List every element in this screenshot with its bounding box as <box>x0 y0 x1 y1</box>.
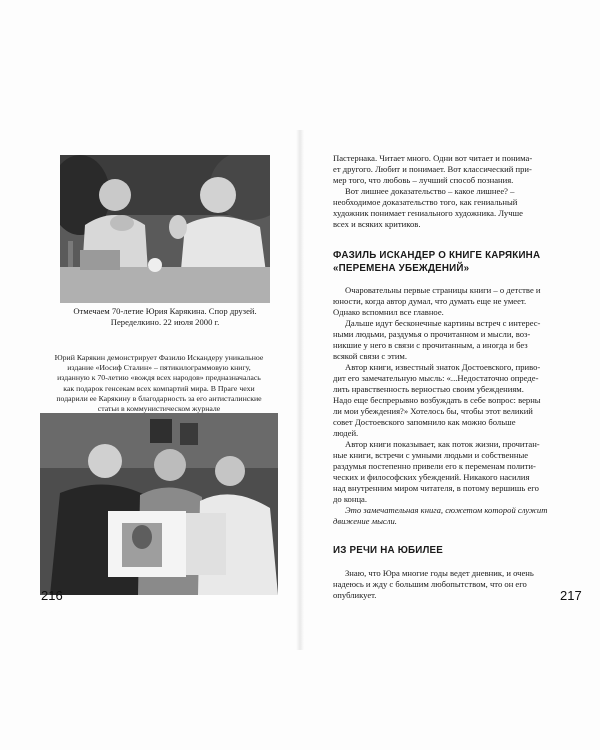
text-line: юности, когда автор думал, что думать еще не умеет. <box>333 296 527 306</box>
text-line: ли мои убеждения?» Хотелось бы, чтобы этот великий <box>333 406 533 416</box>
text-line: людей. <box>333 428 359 438</box>
text-line: Пастернака. Читает много. Одни вот читает и понима- <box>333 153 533 163</box>
text-line: необходимое доказательство того, как гениальный <box>333 197 518 207</box>
section-heading-iskander-subtitle: «ПЕРЕМЕНА УБЕЖДЕНИЙ» <box>333 263 470 274</box>
italic-text-line: Это замечательная книга, сюжетом которой служит <box>345 505 548 515</box>
caption-line: Отмечаем 70-летие Юрия Карякина. Спор друзей. <box>73 306 257 316</box>
text-line: Вот лишнее доказательство – какое лишнее? – <box>345 186 515 196</box>
photo-anniversary-argument <box>60 155 270 303</box>
caption-line: подарили ее Карякину в благодарность за его антисталинские <box>56 393 262 403</box>
photo-anniversary-image <box>60 155 270 303</box>
photo2-caption <box>40 353 278 414</box>
text-line: Автор книги показывает, как поток жизни, прочитан- <box>345 439 540 449</box>
text-line: Однако вспомнил все главное. <box>333 307 444 317</box>
text-line: до конца. <box>333 494 368 504</box>
text-line: надеюсь и жду с большим любопытством, что он его <box>333 579 527 589</box>
page-number-right: 217 <box>560 588 582 603</box>
section-heading-iskander: ФАЗИЛЬ ИСКАНДЕР О КНИГЕ КАРЯКИНА <box>333 250 541 261</box>
text-line: Автор книги, известный знаток Достоевского, приво- <box>345 362 541 372</box>
text-line: художник понимает гениального художника. Лучше <box>333 208 523 218</box>
italic-text-line: движение мысли. <box>333 516 397 526</box>
text-line: дит его замечательную мысль: «...Недостаточно опреде- <box>333 373 539 383</box>
text-line: над внутренним миром читателя, в потому вершишь его <box>333 483 539 493</box>
text-line: совет Достоевского запомнило как можно больше <box>333 417 516 427</box>
caption-line: Переделкино. 22 июля 2000 г. <box>110 317 220 327</box>
page-number-left: 216 <box>41 588 63 603</box>
text-line: лить нравственность верностью своим убеждениям. <box>333 384 524 394</box>
photo1-caption <box>58 306 272 328</box>
text-line: всякой связи с этим. <box>333 351 408 361</box>
text-line: Очаровательны первые страницы книги – о детстве и <box>345 285 541 295</box>
section-heading-jubilee: ИЗ РЕЧИ НА ЮБИЛЕЕ <box>333 545 444 556</box>
text-line: ными людьми, раздумья о прочитанном и мысли, воз- <box>333 329 531 339</box>
text-line: опубликует. <box>333 590 377 600</box>
text-line: мер того, что любовь – лучший способ познания. <box>333 175 514 185</box>
text-line: Дальше идут бесконечные картины встреч с интерес- <box>345 318 541 328</box>
text-line: ет другого. Любит и понимает. Вот классический при- <box>333 164 532 174</box>
caption-line: Юрий Карякин демонстрирует Фазилю Искандеру уникальное <box>54 353 264 362</box>
text-line: ческих и философских убеждений. Никакого насилия <box>333 472 530 482</box>
photo-stalin-book-image <box>40 413 278 595</box>
caption-line: статьи в коммунистическом журнале <box>97 404 221 414</box>
text-line: ные книги, встречи с умными людьми и собственные <box>333 450 529 460</box>
text-line: Знаю, что Юра многие годы ведет дневник, и очень <box>345 568 534 578</box>
caption-line: как подарок генсекам всех компартий мира. В Праге чехи <box>63 383 255 393</box>
text-line: никшие у него в связи с прочитанным, а иногда и без <box>333 340 528 350</box>
caption-line: изданную к 70-летию «вождя всех народов» предназначалась <box>57 373 261 383</box>
text-line: раздумья постепенно привели его к переменам полити- <box>333 461 536 471</box>
text-line: Надо еще беспрерывно возбуждать в себе вопрос: верны <box>333 395 541 405</box>
text-line: всех и всяких критиков. <box>333 219 421 229</box>
photo-stalin-book <box>40 413 278 595</box>
caption-line: издание «Иосиф Сталин» – пятикилограммовую книгу, <box>67 363 251 373</box>
